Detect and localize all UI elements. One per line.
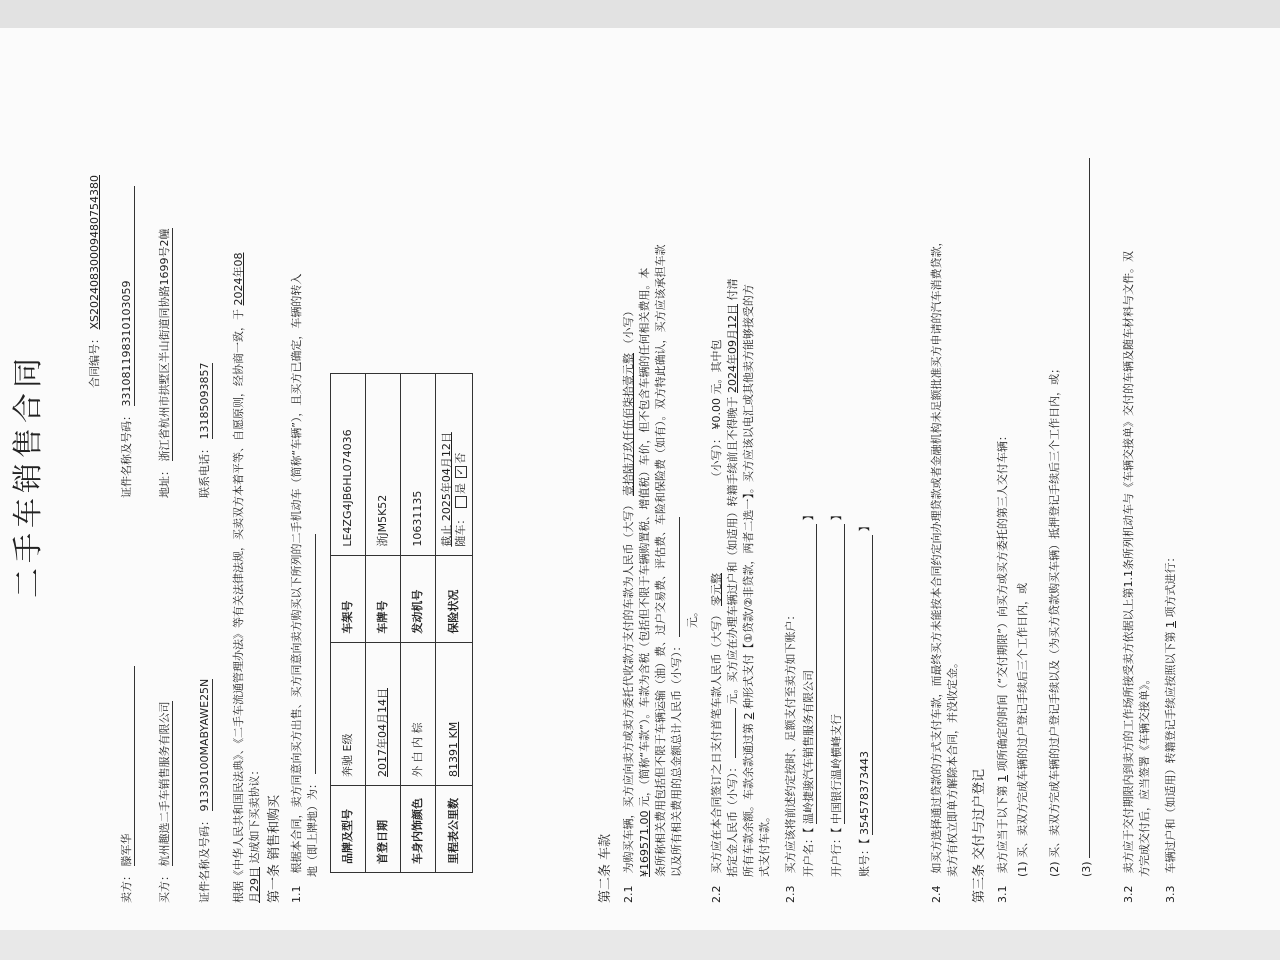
address-label: 地址： xyxy=(158,465,171,498)
price-amount: ¥169571.00 xyxy=(638,810,651,877)
clause-text: 元。买方应在办理车辆过户和（如适用）转籍手续前且不得晚于 xyxy=(726,396,739,705)
buyer-id-row xyxy=(198,679,213,903)
price-in-words: 壹拾陆万玖仟伍佰柒拾壹元整 xyxy=(622,353,635,496)
insurance-cell xyxy=(436,374,473,556)
clause-text: 种形式支付【①贷款/②非贷款，两者二选一】。买方应该以电汇或其他卖方能够接受的方 xyxy=(742,284,755,709)
table-cell: 2017年04月14日 xyxy=(366,642,401,785)
account-name-row xyxy=(802,510,817,878)
clause-number: 3.1 xyxy=(996,885,1009,903)
delivery-option: 1 xyxy=(996,775,1009,782)
table-cell: 里程表公里数 xyxy=(436,786,473,873)
option-3-blank xyxy=(1089,158,1090,858)
table-cell: 车牌号 xyxy=(366,555,401,642)
contract-page xyxy=(0,28,1280,930)
seller-row xyxy=(120,667,135,904)
total-blank xyxy=(679,517,680,637)
table-cell: 81391 KM xyxy=(436,642,473,785)
clause-text: 项方式进行： xyxy=(1164,551,1177,618)
clause-text: 卖方应当于以下第 xyxy=(996,785,1009,874)
article-1-1-line-2 xyxy=(306,535,320,878)
clause-text: 所有车款余额。车款余款通过第 xyxy=(742,723,755,877)
table-cell: 外 白 内 棕 xyxy=(401,642,436,785)
insurance-date: 截止 2025年04月12日 xyxy=(440,432,453,547)
article-2-1-line-4 xyxy=(670,517,684,877)
preamble-date-2: 月29日 xyxy=(248,867,261,903)
buyer-id-label: 证件名称及号码： xyxy=(198,815,211,903)
clause-number: 1.1 xyxy=(290,885,303,903)
account-number: 354578373443 xyxy=(858,535,873,835)
clause-text: 元，（简称“车款”）。车款为含税（包括但不限于车辆购置税、增值税）车价，但不包含车辆的任何相关费用。本 xyxy=(638,267,651,808)
table-cell: 车架号 xyxy=(331,555,366,642)
clause-number: 2.4 xyxy=(930,885,943,903)
table-cell: 首登日期 xyxy=(366,786,401,873)
contract-number-row xyxy=(88,175,102,388)
article-3-title: 第三条 交付与过户登记 xyxy=(972,768,987,903)
registration-place xyxy=(315,535,316,775)
clause-text: 项所确定的时间（“交付期限”）向买方或买方委托的第三人交付车辆： xyxy=(996,430,1009,772)
clause-text: 为购买车辆，买方应向卖方或卖方委托代收款方支付的车款为人民币（大写） xyxy=(622,499,635,874)
option-number: (3) xyxy=(1080,861,1093,877)
seller-id-row xyxy=(120,187,135,499)
article-2-1-line-5: 元。 xyxy=(686,606,699,628)
delivery-option-2: (2) 买、卖双方完成车辆的过户登记手续以及（为买方贷款购买车辆）抵押登记手续后三个工作日内，或； xyxy=(1048,362,1061,877)
clause-text: 付清 xyxy=(726,278,739,301)
article-1-1-line-1 xyxy=(290,274,304,903)
buyer-label: 买方： xyxy=(158,870,171,903)
insurance-follow xyxy=(454,382,468,547)
table-cell: 浙JM5K52 xyxy=(366,374,401,556)
article-3-3-line-1 xyxy=(1164,552,1178,904)
preamble-date: 2024年08 xyxy=(232,252,245,306)
table-cell: 车身内饰颜色 xyxy=(401,786,436,873)
article-3-2-line-2: 方完成交付后，应当签署《车辆交接单》。 xyxy=(1138,673,1151,877)
article-2-1-line-2 xyxy=(638,268,652,877)
preamble-line-1 xyxy=(232,253,246,904)
clause-text: （小写） xyxy=(622,305,635,350)
table-row xyxy=(331,374,366,873)
clause-number: 2.2 xyxy=(710,885,723,903)
buyer-row xyxy=(158,702,173,904)
preamble-text-2: 达成如下买卖协议： xyxy=(248,764,261,864)
buyer-name: 杭州趣选二手车销售服务有限公司 xyxy=(158,701,171,867)
phone-row xyxy=(198,363,213,498)
table-cell: 品牌及型号 xyxy=(331,786,366,873)
scan-top-edge xyxy=(0,0,1280,28)
clause-text: 卖方应于交付期限内到卖方的工作场所接受卖方依据以上第1.1条所列机动车与《车辆交接单》交付的车辆及随车材料与文件。双 xyxy=(1122,251,1135,874)
article-2-1-line-3: 条所称相关费用包括但不限于车辆运输（油）费、过户交易费、评估费、车险和保险费（如有）。双方特此确认，买方应该承担车款 xyxy=(654,244,667,877)
checkbox-no: ✓ xyxy=(455,466,467,478)
vehicle-table xyxy=(330,373,473,873)
clause-text: 买方应在本合同签订之日支付首笔车款人民币（大写） xyxy=(710,609,723,874)
seller-label: 卖方： xyxy=(120,870,133,903)
article-3-1-line-1 xyxy=(996,430,1010,903)
table-cell: LE4ZG4JB6HL074036 xyxy=(331,374,366,556)
deposit-amount: （小写）： ¥0.00 xyxy=(710,398,723,483)
contract-number-label: 合同编号： xyxy=(88,333,101,388)
phone: 13185093857 xyxy=(198,362,211,440)
account-name: 温岭捷骏汽车销售服务有限公司 xyxy=(802,524,817,824)
payment-deadline: 2024年09月12日 xyxy=(726,304,739,393)
bracket-close: 】 xyxy=(802,509,815,521)
article-2-4-line-1 xyxy=(930,236,944,904)
earnest-blank xyxy=(735,708,736,758)
checkbox-no-label: 否 xyxy=(453,452,467,464)
phone-label: 联系电话： xyxy=(198,443,211,498)
clause-text: 地（即上牌地）为： xyxy=(306,778,319,877)
clause-text: 如买方选择通过贷款的方式支付车款，而最终买方未能按本合同约定向办理贷款或者金融机构未足额批准买方申请的汽车消费贷款， xyxy=(930,235,943,874)
bank-label: 开户行：【 xyxy=(830,827,843,877)
account-number-row xyxy=(858,521,873,878)
table-cell: 10631135 xyxy=(401,374,436,556)
seller-id: 3310811983​10103059 xyxy=(120,187,135,407)
preamble-text: 根据《中华人民共和国民法典》、《二手车流通管理办法》等有关法律法规，买卖双方本着平等、自愿原则，经协商一致，于 xyxy=(232,309,245,903)
scan-bottom-edge xyxy=(0,930,1280,960)
deposit-in-words: 零元整 xyxy=(710,573,723,606)
article-2-1-line-1 xyxy=(622,306,636,904)
clause-text: 买方应该将前述约定按时、足额支付至卖方如下账户： xyxy=(784,609,797,874)
clause-text: 车辆过户和（如适用）转籍登记手续应按照以下第 xyxy=(1164,631,1177,874)
article-2-2-line-3 xyxy=(742,284,756,877)
table-row xyxy=(366,374,401,873)
insurance-follow-label: 随车： xyxy=(453,513,467,547)
checkbox-yes-label: 是 xyxy=(453,483,467,495)
table-row xyxy=(401,374,436,873)
clause-number: 3.2 xyxy=(1122,885,1135,903)
article-2-4-line-2: 卖方有权立即单方解除本合同，并没收定金。 xyxy=(946,657,959,877)
article-2-title: 第二条 车款 xyxy=(598,833,613,903)
payment-method: 2 xyxy=(742,712,755,720)
account-number-label: 账号：【 xyxy=(858,838,871,877)
clause-number: 2.1 xyxy=(622,885,635,903)
table-cell: 发动机号 xyxy=(401,555,436,642)
article-2-2-line-2 xyxy=(726,279,740,878)
clause-number: 2.3 xyxy=(784,885,797,903)
contract-number: XS202408300094807543​80 xyxy=(88,175,101,330)
transfer-option: 1 xyxy=(1164,621,1177,628)
article-2-3-line-1 xyxy=(784,610,798,904)
seller-name: 滕军华 xyxy=(120,667,135,867)
clause-text: 括定金人民币（小写）： xyxy=(726,761,739,877)
delivery-option-1: (1) 买、卖双方完成车辆的过户登记手续后三个工作日内，或 xyxy=(1016,582,1029,877)
clause-text: 元。其中包 xyxy=(710,339,723,395)
clause-text: 根据本合同，卖方同意向买方出售、买方同意向卖方购买以下所列的二手机动车（简称“车辆”），且买方已确定，车辆的转入 xyxy=(290,273,303,874)
account-name-label: 开户名：【 xyxy=(802,827,815,877)
table-cell: 奔驰 E级 xyxy=(331,642,366,785)
bank-name: 中国银行温岭横峰支行 xyxy=(830,524,845,824)
seller-id-label: 证件名称及号码： xyxy=(120,410,133,498)
document-title: 二手车销售合同 xyxy=(11,353,46,598)
address-row xyxy=(158,229,173,499)
delivery-option-3 xyxy=(1080,158,1094,877)
clause-number: 3.3 xyxy=(1164,885,1177,903)
bank-row xyxy=(830,510,845,878)
checkbox-yes xyxy=(455,496,467,508)
bracket-close: 】 xyxy=(830,509,843,521)
contract-document xyxy=(0,28,1280,928)
address: 浙江省杭州市拱墅区半山街道同协路1699号2幢 xyxy=(158,228,171,462)
article-1-title: 第一条 销售和购买 xyxy=(267,794,282,903)
bracket-close: 】 xyxy=(858,520,871,532)
clause-text: 以及所有相关费用的总金额总计人民币（小写）： xyxy=(670,640,683,877)
preamble-line-2 xyxy=(248,765,262,904)
table-row xyxy=(436,374,473,873)
buyer-id: 91330100MABYAWE25N xyxy=(198,678,211,812)
table-cell: 保险状况 xyxy=(436,555,473,642)
article-2-2-line-4: 式支付车款。 xyxy=(758,811,771,877)
article-3-2-line-1 xyxy=(1122,251,1136,903)
article-2-2-line-1 xyxy=(710,340,724,904)
